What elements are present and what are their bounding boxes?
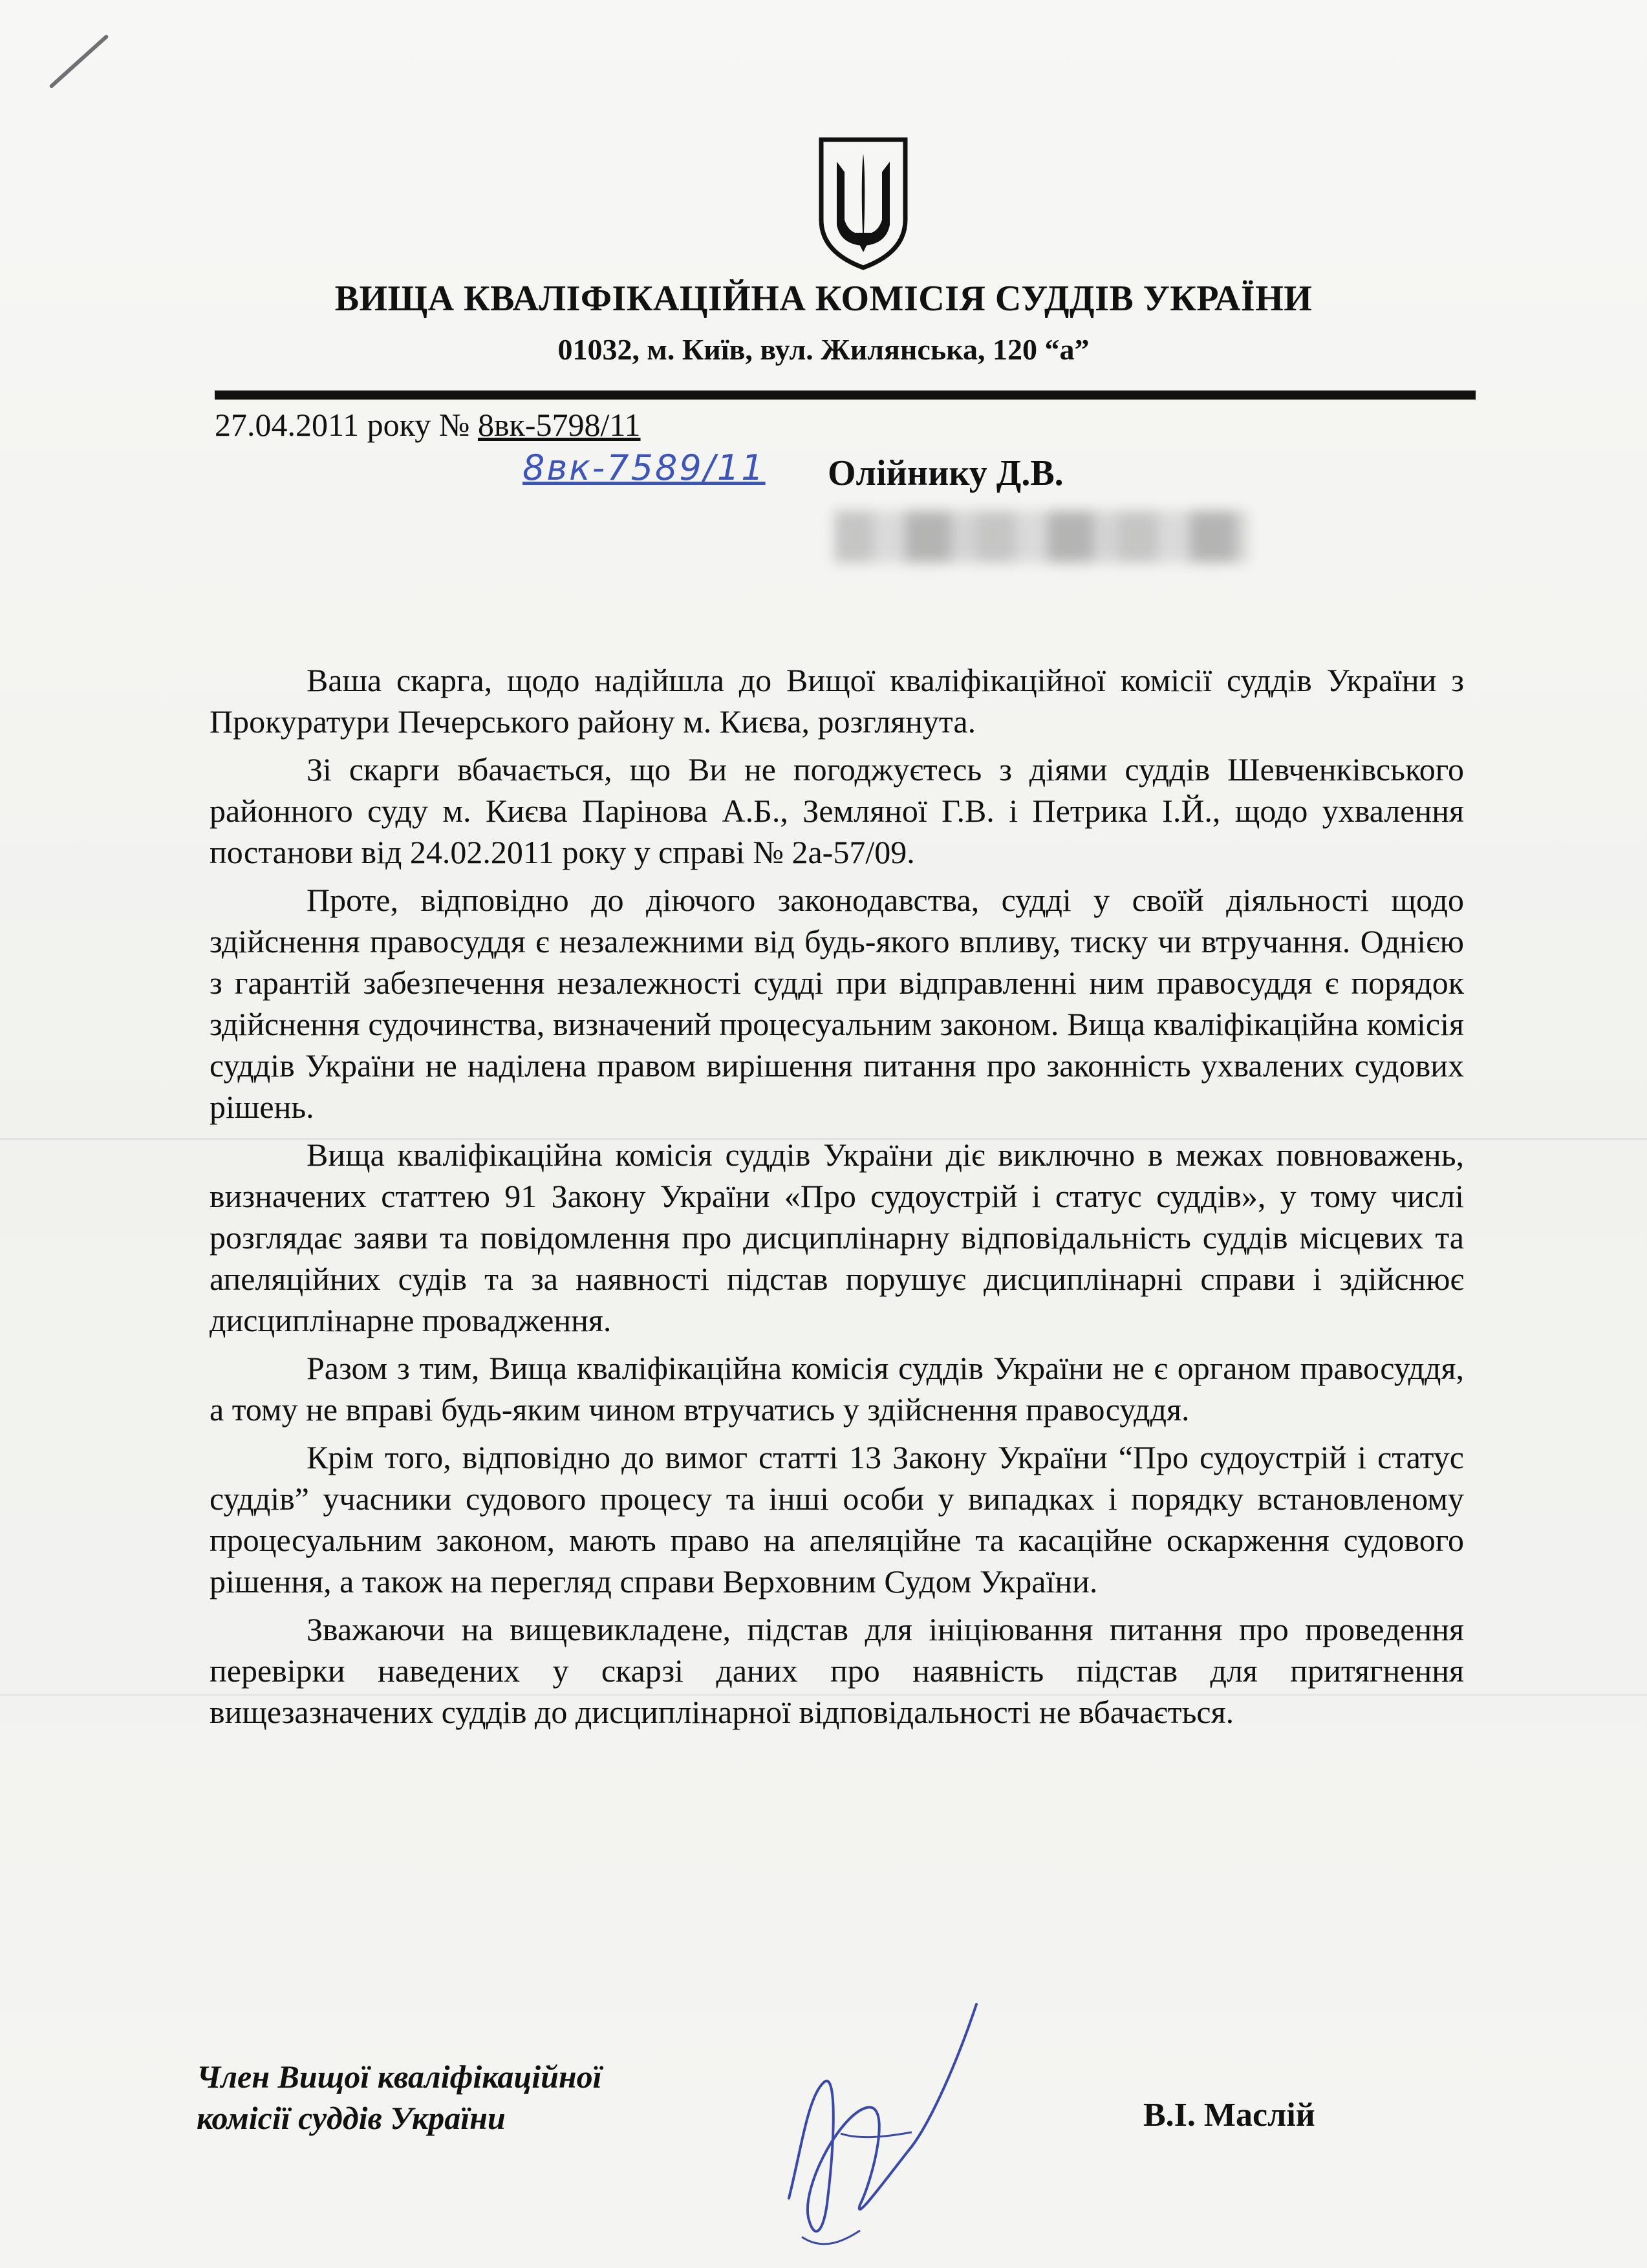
handwritten-reference: 8вк-7589/11 <box>522 447 766 488</box>
pen-mark <box>48 34 109 89</box>
signatory-title-line: комісії суддів України <box>197 2100 506 2136</box>
paragraph: Ваша скарга, щодо надійшла до Вищої кваліфікаційної комісії суддів України з Прокуратури Печерського району м. Києва, розглянута. <box>210 662 1464 740</box>
organization-address: 01032, м. Київ, вул. Жилянська, 120 “а” <box>557 333 1090 366</box>
paragraph: Разом з тим, Вища кваліфікаційна комісія суддів України не є органом правосуддя, а тому не вправі будь-яким чином втручатись у здійснення правосуддя. <box>210 1350 1464 1428</box>
paragraph: Крім того, відповідно до вимог статті 13 Закону України “Про судоустрій і статус суддів” учасники судового процесу та інші особи у випадках і порядку встановленому процесуальним законом, мають право на апеляційне та касаційне оскарження судового рішення, а також на перегляд справи Верховним Судом України. <box>210 1439 1464 1599</box>
recipient-name: Олійнику Д.В. <box>828 453 1064 493</box>
trident-coat-of-arms-icon <box>815 136 912 272</box>
signatory-title <box>197 2056 602 2139</box>
paragraph: Вища кваліфікаційна комісія суддів України діє виключно в межах повноважень, визначених статтею 91 Закону України «Про судоустрій і статус суддів», у тому числі розглядає заяви та повідомлення про дисциплінарну відповідальність суддів місцевих та апеляційних судів та за наявності підстав порушує дисциплінарні справи і здійснює дисциплінарне провадження. <box>210 1137 1464 1338</box>
letter-date: 27.04.2011 року № <box>215 407 478 443</box>
signatory-name: В.І. Маслій <box>1143 2097 1315 2134</box>
reference-line <box>215 406 641 444</box>
paragraph: Зі скарги вбачається, що Ви не погоджуєтесь з діями суддів Шевченківського районного суду м. Києва Парінова А.Б., Земляної Г.В. і Петрика І.Й., щодо ухвалення постанови від 24.02.2011 року у справі № 2а-57/09. <box>210 751 1464 870</box>
signatory-title-line: Член Вищої кваліфікаційної <box>197 2059 602 2095</box>
organization-name: ВИЩА КВАЛІФІКАЦІЙНА КОМІСІЯ СУДДІВ УКРАЇНИ <box>334 279 1313 319</box>
redacted-address <box>834 511 1248 562</box>
letter-body <box>210 659 1464 1739</box>
handwritten-signature <box>763 1985 996 2256</box>
header-divider <box>215 390 1476 400</box>
paragraph: Зважаючи на вищевикладене, підстав для ініціювання питання про проведення перевірки наведених у скарзі даних про наявність підстав для притягнення вищезазначених суддів до дисциплінарної відповідальності не вбачається. <box>210 1611 1464 1730</box>
reference-number: 8вк-5798/11 <box>477 407 641 443</box>
paragraph: Проте, відповідно до діючого законодавства, судді у своїй діяльності щодо здійснення правосуддя є незалежними від будь-якого впливу, тиску чи втручання. Однією з гарантій забезпечення незалежності судді при відправленні ним правосуддя є порядок здійснення судочинства, визначений процесуальним законом. Вища кваліфікаційна комісія суддів України не наділена правом вирішення питання про законність ухвалених судових рішень. <box>210 882 1464 1125</box>
